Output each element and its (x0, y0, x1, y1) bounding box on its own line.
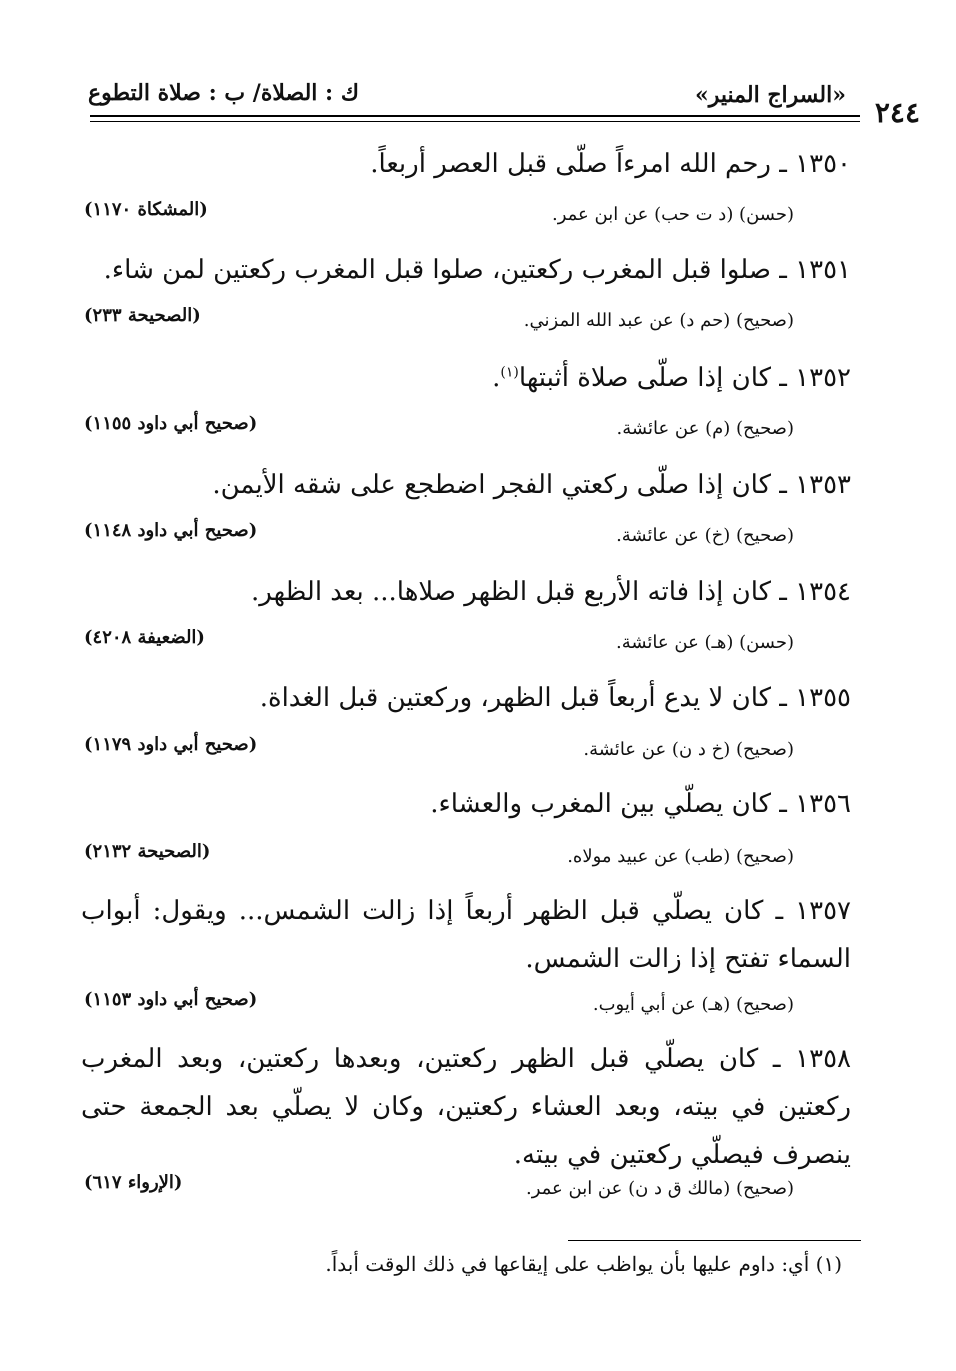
hadith-text-1357: ١٣٥٧ ـ كان يصلّي قبل الظهر أربعاً إذا زالت الشمس... ويقول: أبواب السماء تفتح إذا زالت الشمس. (81, 896, 851, 974)
hadith-reference-1353: (صحيح أبي داود ١١٤٨) (84, 520, 258, 541)
hadith-source-1351: (صحيح) (حم د) عن عبد الله المزني. (523, 310, 794, 331)
hadith-text-1356: ١٣٥٦ ـ كان يصلّي بين المغرب والعشاء. (430, 789, 851, 819)
hadith-text-1351: ١٣٥١ ـ صلوا قبل المغرب ركعتين، صلوا قبل المغرب ركعتين لمن شاء. (103, 255, 851, 285)
hadith-source-1354: (حسن) (هـ) عن عائشة. (615, 632, 794, 653)
header-divider-thin (90, 121, 860, 122)
hadith-reference-1352: (صحيح أبي داود ١١٥٥) (84, 413, 258, 434)
hadith-reference-1356: (الصحيحة ٢١٣٢) (84, 841, 211, 862)
hadith-text-1350: ١٣٥٠ ـ رحم الله امرءاً صلّى قبل العصر أربعاً. (370, 149, 851, 179)
header-divider (90, 115, 860, 117)
page-number: ٢٤٤ (874, 96, 920, 129)
hadith-source-1352: (صحيح) (م) عن عائشة. (616, 418, 794, 439)
hadith-text-1352-end: . (492, 363, 501, 393)
chapter-heading: ك : الصلاة/ ب : صلاة التطوع (88, 80, 359, 106)
hadith-source-1358: (صحيح) (مالك ق د ن) عن ابن عمر. (525, 1178, 794, 1199)
footnote-text: (١) أي: داوم عليها بأن يواظب على إيقاعها في ذلك الوقت أبداً. (325, 1252, 842, 1276)
hadith-text-1355: ١٣٥٥ ـ كان لا يدع أربعاً قبل الظهر، وركعتين قبل الغداة. (259, 683, 851, 713)
hadith-text-1352-main: ١٣٥٢ ـ كان إذا صلّى صلاة أثبتها (518, 363, 851, 393)
hadith-source-1350: (حسن) (د ت حب) عن ابن عمر. (551, 204, 794, 225)
hadith-reference-1350: (المشكاة ١١٧٠) (84, 199, 208, 220)
page-header (88, 78, 868, 112)
hadith-source-1355: (صحيح) (خ د ن) عن عائشة. (583, 739, 794, 760)
hadith-reference-1351: (الصحيحة ٢٣٣) (84, 305, 201, 326)
footnote-divider (568, 1240, 861, 1241)
hadith-reference-1354: (الضعيفة ٤٢٠٨) (84, 627, 205, 648)
hadith-source-1353: (صحيح) (خ) عن عائشة. (616, 525, 794, 546)
hadith-source-1356: (صحيح) (طب) عن عبيد مولاه. (567, 846, 794, 867)
hadith-text-1358: ١٣٥٨ ـ كان يصلّي قبل الظهر ركعتين، وبعدها ركعتين، وبعد المغرب ركعتين في بيته، وبعد العشاء ركعتين، وكان لا يصلّي بعد الجمعة حتى ينصرف فيصلّي ركعتين في بيته. (81, 1044, 851, 1170)
hadith-text-1353: ١٣٥٣ ـ كان إذا صلّى ركعتي الفجر اضطجع على شقه الأيمن. (212, 470, 851, 500)
book-title: «السراج المنير» (694, 82, 846, 108)
hadith-reference-1358: (الإرواء ٦١٧) (84, 1172, 183, 1193)
footnote-marker: (١) (500, 364, 519, 381)
hadith-text-1352 (81, 354, 851, 402)
hadith-text-1354: ١٣٥٤ ـ كان إذا فاته الأربع قبل الظهر صلاها... بعد الظهر. (250, 577, 851, 607)
hadith-reference-1355: (صحيح أبي داود ١١٧٩) (84, 734, 258, 755)
hadith-reference-1357: (صحيح أبي داود ١١٥٣) (84, 989, 258, 1010)
hadith-source-1357: (صحيح) (هـ) عن أبي أيوب. (592, 994, 794, 1015)
